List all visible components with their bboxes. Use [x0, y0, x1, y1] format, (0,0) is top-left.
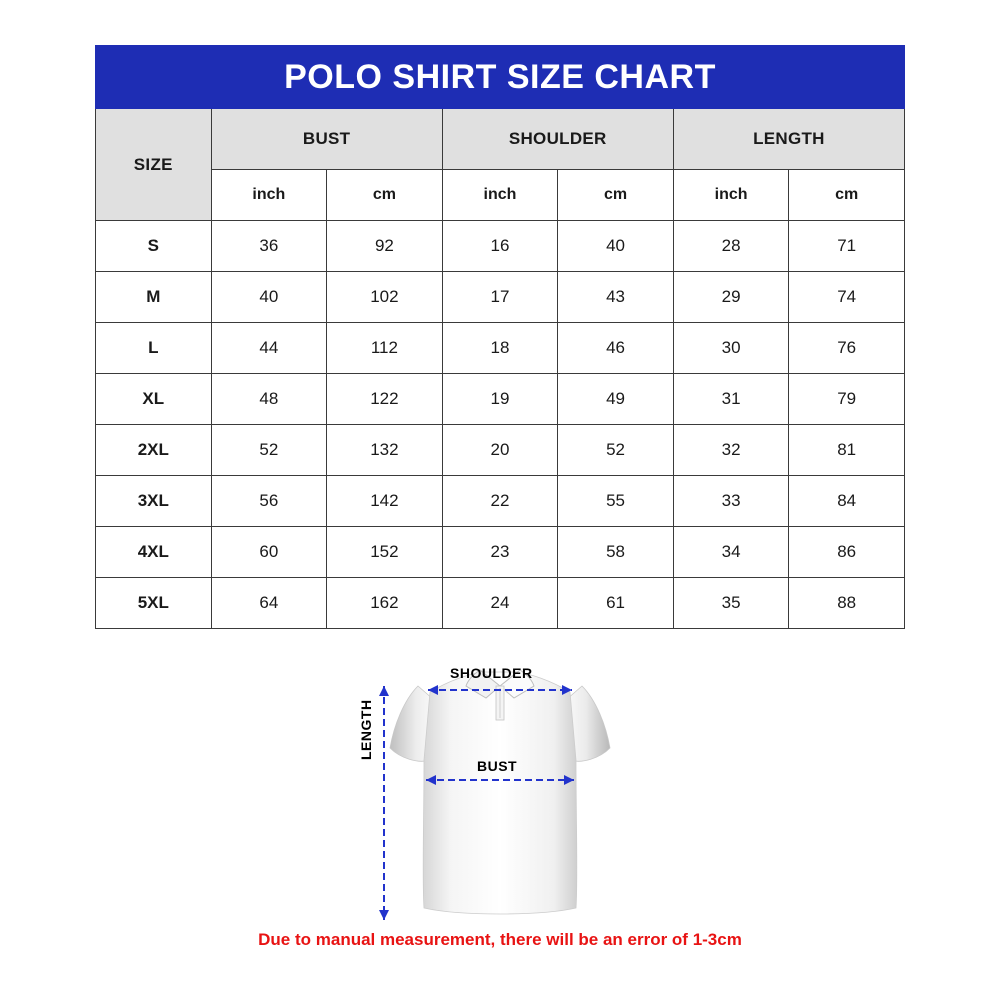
shoulder-measurement-arrow: [370, 680, 630, 700]
cell-shoulder-cm: 49: [558, 374, 674, 425]
cell-length-inch: 28: [673, 221, 789, 272]
cell-bust-inch: 60: [211, 527, 327, 578]
length-label: LENGTH: [358, 699, 374, 760]
cell-shoulder-inch: 16: [442, 221, 558, 272]
cell-shoulder-cm: 61: [558, 578, 674, 629]
column-header-bust: BUST: [211, 109, 442, 170]
shoulder-label: SHOULDER: [450, 665, 533, 681]
cell-bust-cm: 102: [327, 272, 443, 323]
cell-length-cm: 71: [789, 221, 905, 272]
table-row: [96, 221, 905, 272]
measurement-illustration: [0, 640, 1000, 930]
cell-shoulder-inch: 20: [442, 425, 558, 476]
cell-bust-cm: 142: [327, 476, 443, 527]
cell-shoulder-inch: 24: [442, 578, 558, 629]
cell-bust-cm: 132: [327, 425, 443, 476]
size-chart-container: [95, 45, 905, 629]
cell-bust-inch: 52: [211, 425, 327, 476]
cell-length-inch: 32: [673, 425, 789, 476]
cell-bust-cm: 152: [327, 527, 443, 578]
cell-bust-cm: 162: [327, 578, 443, 629]
table-row: [96, 272, 905, 323]
cell-shoulder-inch: 18: [442, 323, 558, 374]
cell-shoulder-inch: 22: [442, 476, 558, 527]
cell-bust-cm: 112: [327, 323, 443, 374]
cell-size: M: [96, 272, 212, 323]
cell-size: 4XL: [96, 527, 212, 578]
cell-length-inch: 35: [673, 578, 789, 629]
cell-shoulder-cm: 40: [558, 221, 674, 272]
bust-label: BUST: [477, 758, 518, 774]
cell-bust-inch: 40: [211, 272, 327, 323]
cell-size: 5XL: [96, 578, 212, 629]
measurement-note: Due to manual measurement, there will be an error of 1-3cm: [258, 930, 742, 949]
unit-length-inch: inch: [673, 170, 789, 221]
cell-length-cm: 84: [789, 476, 905, 527]
cell-bust-inch: 36: [211, 221, 327, 272]
unit-bust-cm: cm: [327, 170, 443, 221]
table-row: [96, 476, 905, 527]
cell-length-inch: 30: [673, 323, 789, 374]
cell-bust-inch: 56: [211, 476, 327, 527]
table-row: [96, 323, 905, 374]
cell-size: 2XL: [96, 425, 212, 476]
cell-length-cm: 79: [789, 374, 905, 425]
cell-length-cm: 86: [789, 527, 905, 578]
column-header-shoulder: SHOULDER: [442, 109, 673, 170]
table-row: [96, 527, 905, 578]
cell-shoulder-cm: 43: [558, 272, 674, 323]
cell-bust-cm: 92: [327, 221, 443, 272]
cell-size: 3XL: [96, 476, 212, 527]
cell-shoulder-cm: 52: [558, 425, 674, 476]
cell-length-cm: 81: [789, 425, 905, 476]
cell-length-inch: 33: [673, 476, 789, 527]
column-header-length: LENGTH: [673, 109, 904, 170]
cell-bust-inch: 44: [211, 323, 327, 374]
unit-shoulder-cm: cm: [558, 170, 674, 221]
cell-shoulder-inch: 17: [442, 272, 558, 323]
table-group-header-row: [96, 109, 905, 170]
cell-bust-inch: 64: [211, 578, 327, 629]
cell-length-inch: 29: [673, 272, 789, 323]
table-row: [96, 425, 905, 476]
cell-size: L: [96, 323, 212, 374]
cell-shoulder-cm: 58: [558, 527, 674, 578]
table-title-row: [96, 46, 905, 109]
cell-length-cm: 76: [789, 323, 905, 374]
table-unit-row: [96, 170, 905, 221]
cell-size: XL: [96, 374, 212, 425]
cell-length-inch: 34: [673, 527, 789, 578]
cell-length-cm: 74: [789, 272, 905, 323]
cell-shoulder-inch: 19: [442, 374, 558, 425]
unit-length-cm: cm: [789, 170, 905, 221]
unit-bust-inch: inch: [211, 170, 327, 221]
cell-shoulder-cm: 46: [558, 323, 674, 374]
length-measurement-arrow: [372, 678, 396, 928]
cell-shoulder-cm: 55: [558, 476, 674, 527]
cell-length-inch: 31: [673, 374, 789, 425]
table-row: [96, 578, 905, 629]
unit-shoulder-inch: inch: [442, 170, 558, 221]
page-title: POLO SHIRT SIZE CHART: [96, 46, 905, 109]
cell-length-cm: 88: [789, 578, 905, 629]
cell-shoulder-inch: 23: [442, 527, 558, 578]
table-row: [96, 374, 905, 425]
cell-size: S: [96, 221, 212, 272]
cell-bust-inch: 48: [211, 374, 327, 425]
cell-bust-cm: 122: [327, 374, 443, 425]
column-header-size: SIZE: [96, 109, 212, 221]
size-chart-table: [95, 45, 905, 629]
